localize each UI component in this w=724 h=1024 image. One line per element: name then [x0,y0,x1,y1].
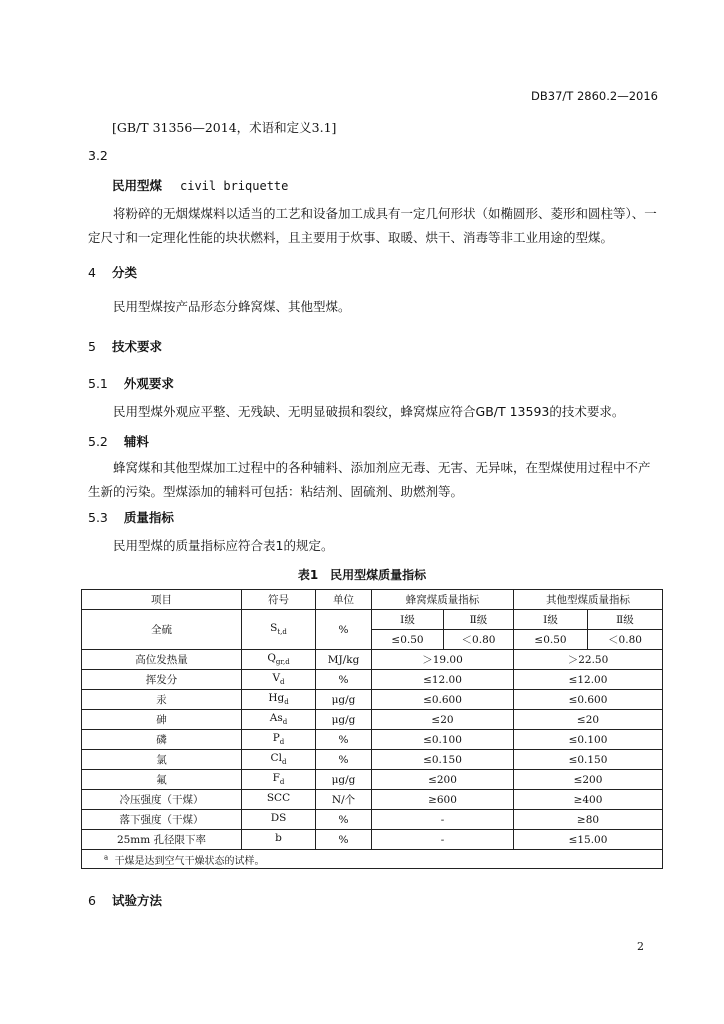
row-unit: % [316,830,372,850]
row-honeycomb-value: ＞19.00 [372,650,514,670]
section-5-3-text: 民用型煤的质量指标应符合表1的规定。 [113,538,334,553]
quality-table [81,589,663,869]
section-number: 4 [88,265,96,280]
term-english: civil briquette [180,179,289,193]
table-footnote-row [82,850,663,869]
section-4-heading [88,263,137,281]
row-item: 氟 [82,770,242,790]
table-row [82,670,663,690]
term-name: 民用型煤 [112,178,163,193]
section-title: 试验方法 [111,893,162,908]
row-item: 高位发热量 [82,650,242,670]
row-unit: μg/g [316,770,372,790]
row-item: 氯 [82,750,242,770]
row-honeycomb-value: - [372,830,514,850]
row-other-value: ≤0.150 [514,750,663,770]
section-5-heading [88,337,162,355]
section-5-2-text: 蜂窝煤和其他型煤加工过程中的各种辅料、添加剂应无毒、无害、无异味，在型煤使用过程中不产生新的污染。型煤添加的辅料可包括：粘结剂、固硫剂、助燃剂等。 [88,460,651,499]
grade-1-honeycomb: Ⅰ级 [372,610,444,630]
term-definition: 将粉碎的无烟煤煤料以适当的工艺和设备加工成具有一定几何形状（如椭圆形、菱形和圆柱等）、一定尺寸和一定理化性能的块状燃料，且主要用于炊事、取暖、烘干、消毒等非工业用途的型煤。 [88,206,657,245]
table-row [82,790,663,810]
row-unit: N/个 [316,790,372,810]
section-5-1-heading [88,374,174,392]
page-number: 2 [637,940,644,953]
header-symbol: 符号 [242,590,316,610]
row-symbol: DS [242,810,316,830]
grade-1-other: Ⅰ级 [514,610,588,630]
row-honeycomb-value: ≤0.600 [372,690,514,710]
sulfur-other-g1: ≤0.50 [514,630,588,650]
sulfur-name: 全硫 [82,610,242,650]
section-number: 5.2 [88,434,108,449]
section-title: 质量指标 [123,510,174,525]
table-row [82,730,663,750]
row-honeycomb-value: ≤20 [372,710,514,730]
section-title: 分类 [111,265,137,280]
section-number: 5 [88,339,96,354]
row-symbol: $Q_{gr,d}$ [242,650,316,670]
row-symbol: b [242,830,316,850]
row-unit: % [316,730,372,750]
table-row [82,690,663,710]
table-row [82,650,663,670]
row-symbol: $V_d$ [242,670,316,690]
row-unit: % [316,810,372,830]
row-honeycomb-value: - [372,810,514,830]
row-item: 汞 [82,690,242,710]
header-unit: 单位 [316,590,372,610]
section-4-text: 民用型煤按产品形态分蜂窝煤、其他型煤。 [113,299,351,314]
row-item: 落下强度（干煤） [82,810,242,830]
section-title: 技术要求 [111,339,162,354]
row-item: 挥发分 [82,670,242,690]
table-row [82,610,663,630]
row-other-value: ≥400 [514,790,663,810]
sulfur-honeycomb-g2: ＜0.80 [444,630,514,650]
row-unit: MJ/kg [316,650,372,670]
term-number: 3.2 [88,148,108,163]
row-other-value: ≤20 [514,710,663,730]
reference-note: [GB/T 31356—2014，术语和定义3.1] [112,120,337,135]
row-unit: % [316,670,372,690]
row-symbol: SCC [242,790,316,810]
section-number: 6 [88,893,96,908]
row-unit: μg/g [316,710,372,730]
row-symbol: $As_d$ [242,710,316,730]
grade-2-honeycomb: Ⅱ级 [444,610,514,630]
section-5-3-heading [88,508,174,526]
row-other-value: ＞22.50 [514,650,663,670]
section-5-2-heading [88,432,149,450]
section-number: 5.1 [88,376,108,391]
document-code: DB37/T 2860.2—2016 [531,89,658,103]
header-honeycomb: 蜂窝煤质量指标 [372,590,514,610]
row-honeycomb-value: ≥600 [372,790,514,810]
row-unit: μg/g [316,690,372,710]
table-row [82,750,663,770]
section-title: 外观要求 [123,376,174,391]
row-other-value: ≤0.100 [514,730,663,750]
row-unit: % [316,750,372,770]
row-item: 冷压强度（干煤） [82,790,242,810]
row-symbol: $F_d$ [242,770,316,790]
section-6-heading [88,891,162,909]
row-item: 25mm 孔径限下率 [82,830,242,850]
table-row [82,830,663,850]
section-number: 5.3 [88,510,108,525]
table-row [82,710,663,730]
table-footnote: $^a$ 干煤是达到空气干燥状态的试样。 [82,850,663,869]
header-other: 其他型煤质量指标 [514,590,663,610]
sulfur-other-g2: ＜0.80 [588,630,663,650]
row-honeycomb-value: ≤0.100 [372,730,514,750]
row-other-value: ≤15.00 [514,830,663,850]
row-other-value: ≤200 [514,770,663,790]
section-5-1-text: 民用型煤外观应平整、无残缺、无明显破损和裂纹，蜂窝煤应符合GB/T 13593的技术要求。 [113,404,625,419]
row-honeycomb-value: ≤200 [372,770,514,790]
sulfur-unit: % [316,610,372,650]
row-symbol: $Cl_d$ [242,750,316,770]
sulfur-honeycomb-g1: ≤0.50 [372,630,444,650]
row-honeycomb-value: ≤0.150 [372,750,514,770]
row-item: 砷 [82,710,242,730]
row-other-value: ≤0.600 [514,690,663,710]
row-other-value: ≤12.00 [514,670,663,690]
sulfur-symbol: $S_{t,d}$ [242,610,316,650]
row-symbol: $Hg_d$ [242,690,316,710]
table-caption: 表1 民用型煤质量指标 [297,568,427,582]
section-title: 辅料 [123,434,149,449]
row-symbol: $P_d$ [242,730,316,750]
table-row [82,770,663,790]
header-item: 项目 [82,590,242,610]
row-item: 磷 [82,730,242,750]
row-honeycomb-value: ≤12.00 [372,670,514,690]
term-title [112,176,288,194]
row-other-value: ≥80 [514,810,663,830]
table-row [82,810,663,830]
grade-2-other: Ⅱ级 [588,610,663,630]
table-header-row [82,590,663,610]
